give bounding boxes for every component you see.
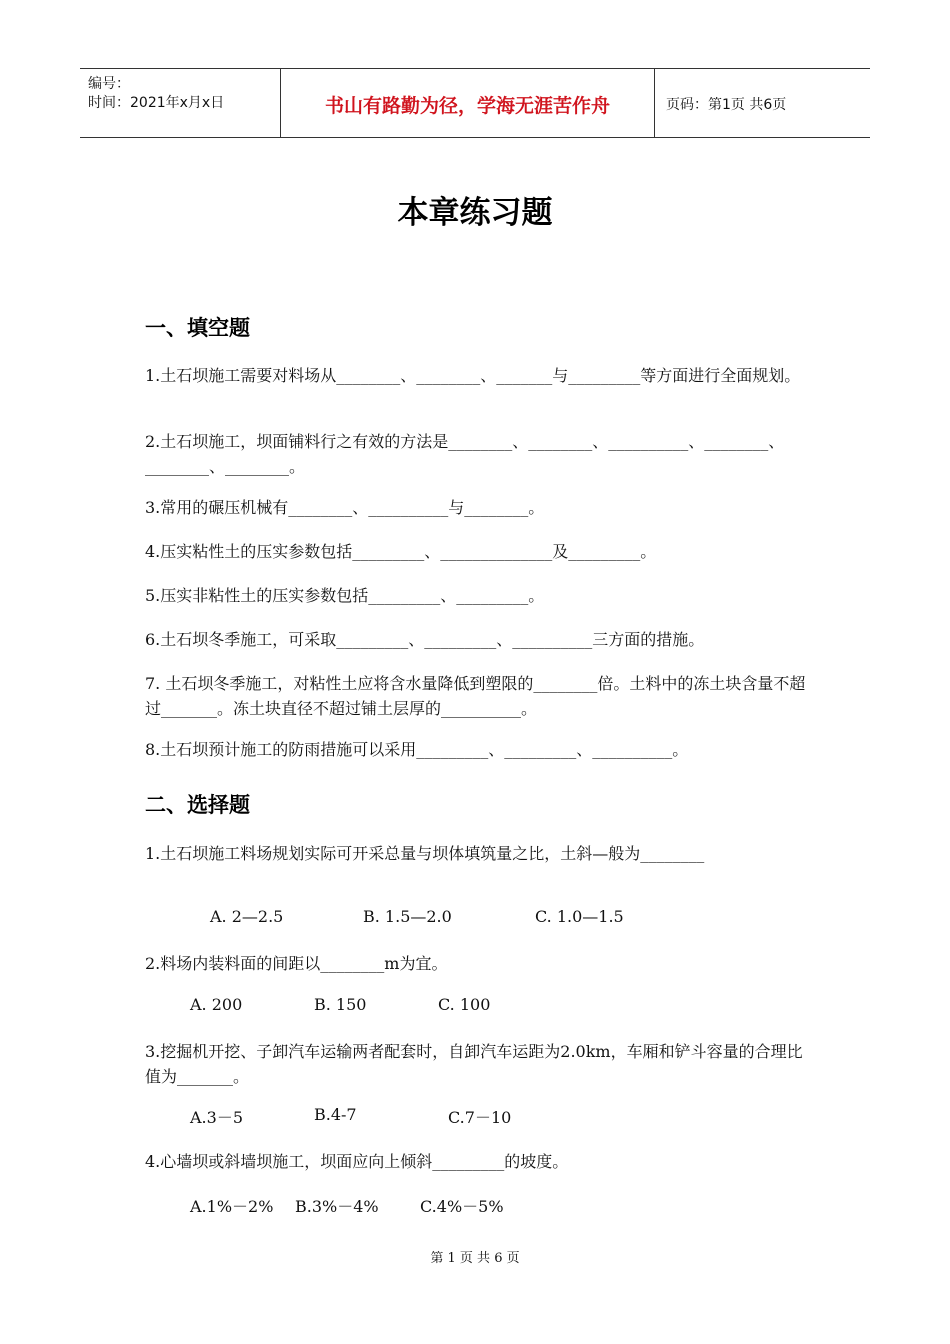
- section-choice-heading: 二、选择题: [145, 793, 250, 817]
- fill-question: 7. 土石坝冬季施工，对粘性土应将含水量降低到塑限的________倍。土料中的冻土块含量不超过_______。冻土块直径不超过铺土层厚的__________。: [145, 674, 806, 718]
- option-a: A.3－5: [190, 1108, 244, 1127]
- page-title: 本章练习题: [397, 195, 553, 231]
- option-b: B.4-7: [314, 1105, 357, 1124]
- page-footer: 第 1 页 共 6 页: [430, 1251, 520, 1266]
- choice-question: 2.料场内装料面的间距以________m为宜。: [145, 954, 448, 973]
- option-c: C. 100: [438, 995, 491, 1014]
- page-code: 页码：第1页 共6页: [666, 97, 787, 113]
- fill-question: 2.土石坝施工，坝面铺料行之有效的方法是________、________、__________、________、________、________。: [145, 432, 785, 476]
- header-motto-cell: [281, 69, 655, 137]
- motto: 书山有路勤为径，学海无涯苦作舟: [324, 95, 610, 117]
- option-b: B. 1.5—2.0: [363, 907, 452, 926]
- time-label: 时间：2021年x月x日: [88, 95, 225, 111]
- fill-question: 1.土石坝施工需要对料场从________、________、_______与_________等方面进行全面规划。: [145, 366, 801, 385]
- header-meta: [80, 69, 281, 137]
- choice-question: 3.挖掘机开挖、子卸汽车运输两者配套时，自卸汽车运距为2.0km，车厢和铲斗容量的合理比值为_______。: [145, 1042, 803, 1086]
- fill-question: 3.常用的碾压机械有________、__________与________。: [145, 498, 545, 517]
- fill-question: 5.压实非粘性土的压实参数包括_________、_________。: [145, 586, 545, 605]
- option-c: C.4%－5%: [420, 1197, 504, 1216]
- page-header: [80, 68, 870, 138]
- option-c: C. 1.0—1.5: [535, 907, 624, 926]
- choice-question: 4.心墙坝或斜墙坝施工，坝面应向上倾斜_________的坡度。: [145, 1152, 569, 1171]
- fill-question: 6.土石坝冬季施工，可采取_________、_________、__________三方面的措施。: [145, 630, 705, 649]
- choice-question: 1.土石坝施工料场规划实际可开采总量与坝体填筑量之比，土斜—般为________: [145, 844, 705, 863]
- number-label: 编号：: [88, 76, 130, 92]
- section-fill-in-heading: 一、填空题: [145, 316, 250, 340]
- option-b: B. 150: [314, 995, 367, 1014]
- fill-question: 4.压实粘性土的压实参数包括_________、______________及_________。: [145, 542, 657, 561]
- option-b: B.3%－4%: [295, 1197, 379, 1216]
- option-c: C.7－10: [448, 1108, 512, 1127]
- fill-question: 8.土石坝预计施工的防雨措施可以采用_________、_________、__________。: [145, 740, 689, 759]
- option-a: A.1%－2%: [190, 1197, 274, 1216]
- header-page-cell: [655, 69, 870, 137]
- option-a: A. 2—2.5: [210, 907, 284, 926]
- option-a: A. 200: [190, 995, 243, 1014]
